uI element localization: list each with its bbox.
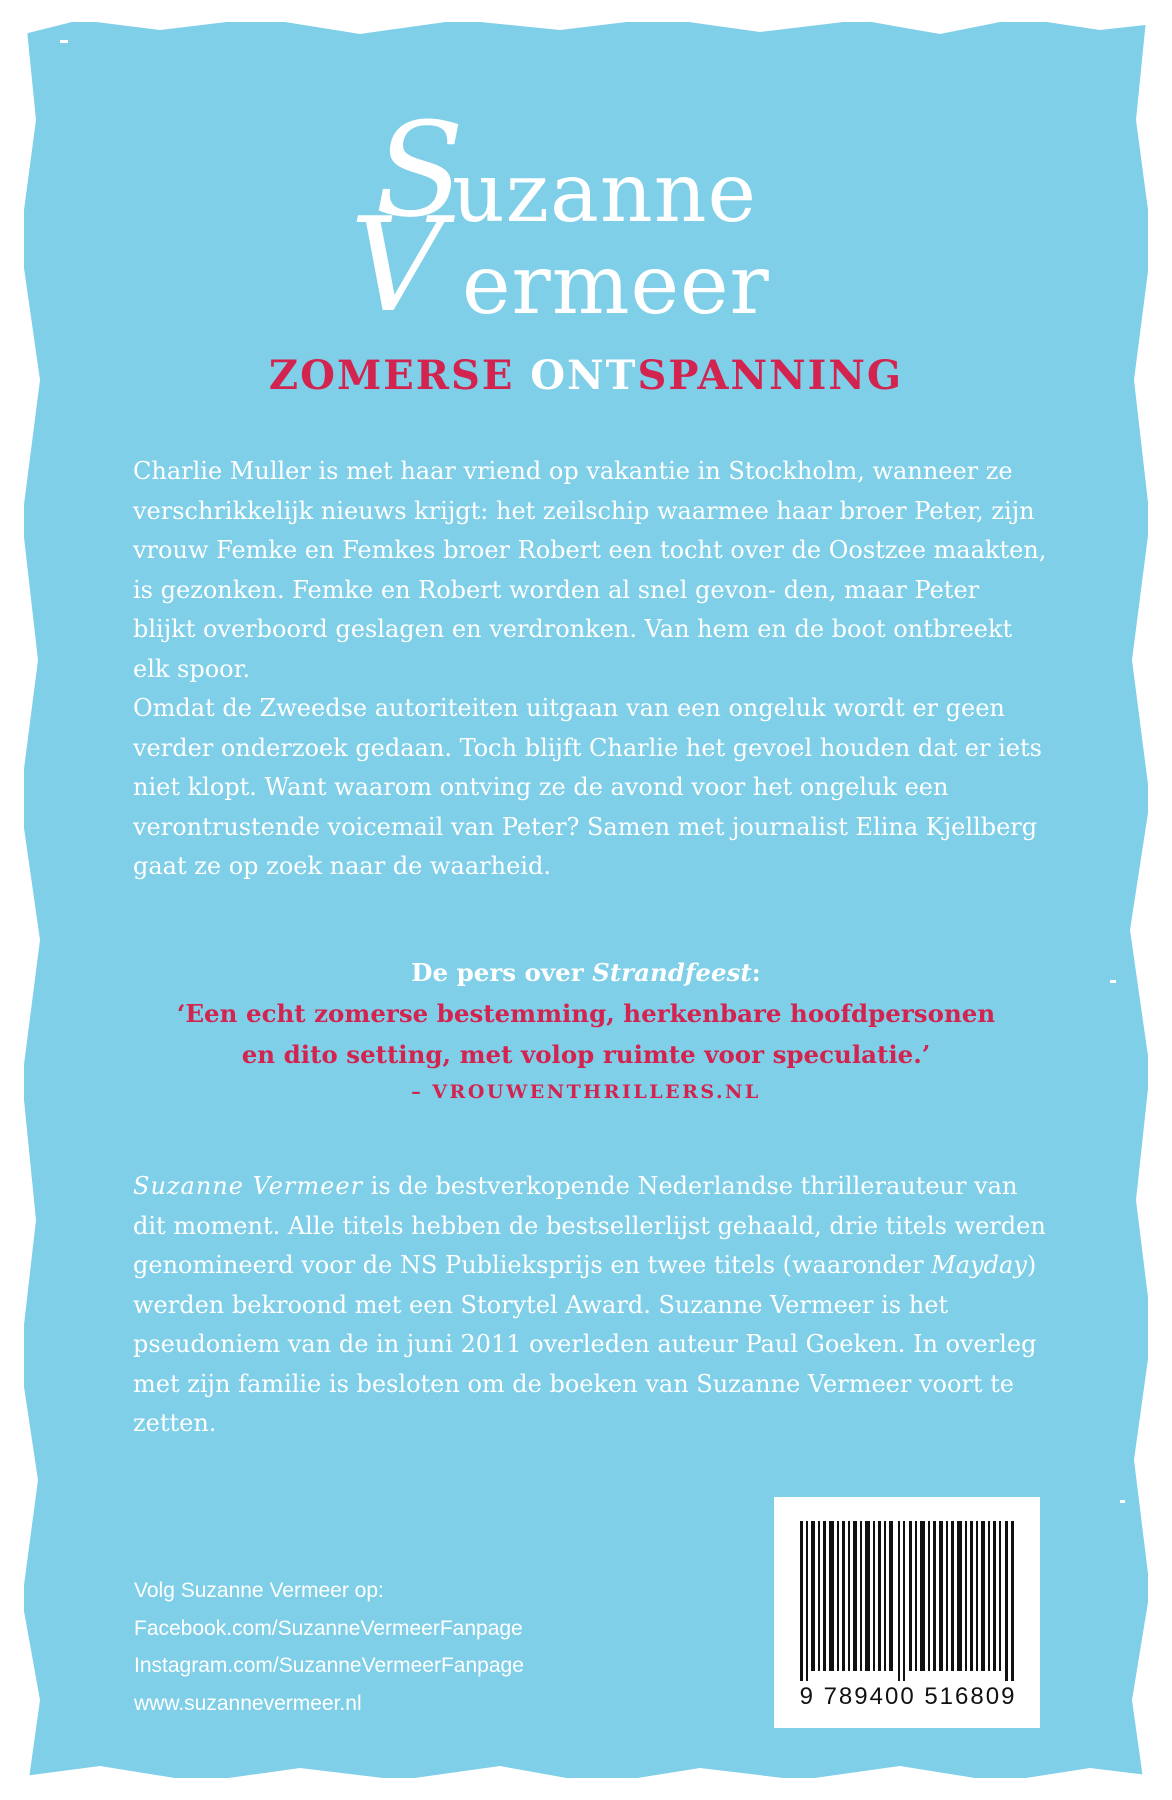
author-bio bbox=[133, 1167, 1048, 1444]
book-blurb bbox=[133, 452, 1048, 887]
facebook-link[interactable]: Facebook.com/SuzanneVermeerFanpage bbox=[134, 1616, 523, 1640]
press-quote-line-2: en dito setting, met volop ruimte voor speculatie.’ bbox=[241, 1040, 931, 1069]
bio-text-2: ) werden bekroond met een Storytel Award. Suzanne Vermeer is het pseudoniem van de in juni 2011 overleden auteur Paul Goeken. In overleg met zijn familie is besloten om de boeken van Suzanne Vermeer voort te zetten. bbox=[133, 1251, 1037, 1437]
press-quote bbox=[0, 953, 1172, 1103]
author-logo bbox=[0, 94, 1172, 341]
press-quote-line-1: ‘Een echt zomerse bestemming, herkenbare hoofdpersonen bbox=[176, 999, 996, 1028]
bio-author-name: Suzanne Vermeer bbox=[133, 1172, 364, 1200]
series-title-part3: SPANNING bbox=[637, 352, 904, 399]
author-initial-s: S bbox=[375, 94, 465, 246]
author-first-name: uzanne bbox=[452, 146, 758, 241]
press-heading bbox=[0, 953, 1172, 993]
follow-heading: Volg Suzanne Vermeer op: bbox=[134, 1579, 384, 1602]
series-title-part2: ONT bbox=[530, 352, 638, 399]
author-initial-v: V bbox=[350, 189, 444, 341]
blurb-paragraph-2: Omdat de Zweedse autoriteiten uitgaan van een ongeluk wordt er geen verder onderzoek gedaan. Toch blijft Charlie het gevoel houden dat er iets niet klopt. Want waarom ontving ze de avond voor het ongeluk een verontrustende voicemail van Peter? Samen met journalist Elina Kjellberg gaat ze op zoek naar de waarheid. bbox=[133, 694, 1042, 880]
author-last-name: ermeer bbox=[462, 238, 770, 333]
blurb-paragraph-1: Charlie Muller is met haar vriend op vakantie in Stockholm, wanneer ze verschrikkelijk nieuws krijgt: het zeilschip waarmee haar broer Peter, zijn vrouw Femke en Femkes broer Robert een tocht over de Oostzee maakten, is gezonken. Femke en Robert worden al snel gevon- den, maar Peter blijkt overboord geslagen en verdronken. Van hem en de boot ontbreekt elk spoor. bbox=[133, 457, 1047, 683]
website-link[interactable]: www.suzannevermeer.nl bbox=[134, 1691, 362, 1715]
press-heading-suffix: : bbox=[751, 958, 761, 987]
barcode-bars bbox=[800, 1521, 1014, 1681]
bio-book-title: Mayday bbox=[931, 1251, 1027, 1279]
press-source: – VROUWENTHRILLERS.NL bbox=[411, 1081, 761, 1103]
instagram-link[interactable]: Instagram.com/SuzanneVermeerFanpage bbox=[134, 1654, 524, 1677]
isbn-barcode bbox=[774, 1497, 1040, 1728]
press-heading-prefix: De pers over bbox=[411, 958, 593, 987]
social-links bbox=[134, 1572, 634, 1722]
series-title bbox=[0, 352, 1172, 399]
series-title-part1: ZOMERSE bbox=[268, 352, 531, 399]
press-heading-title: Strandfeest bbox=[592, 958, 752, 987]
bio-text-1: is de bestverkopende Nederlandse thrillerauteur van dit moment. Alle titels hebben de bestsellerlijst gehaald, drie titels werden genomineerd voor de NS Publieksprijs en twee titels (waaronder bbox=[133, 1172, 1046, 1279]
isbn-number: 9 789400 516809 bbox=[799, 1683, 1017, 1710]
